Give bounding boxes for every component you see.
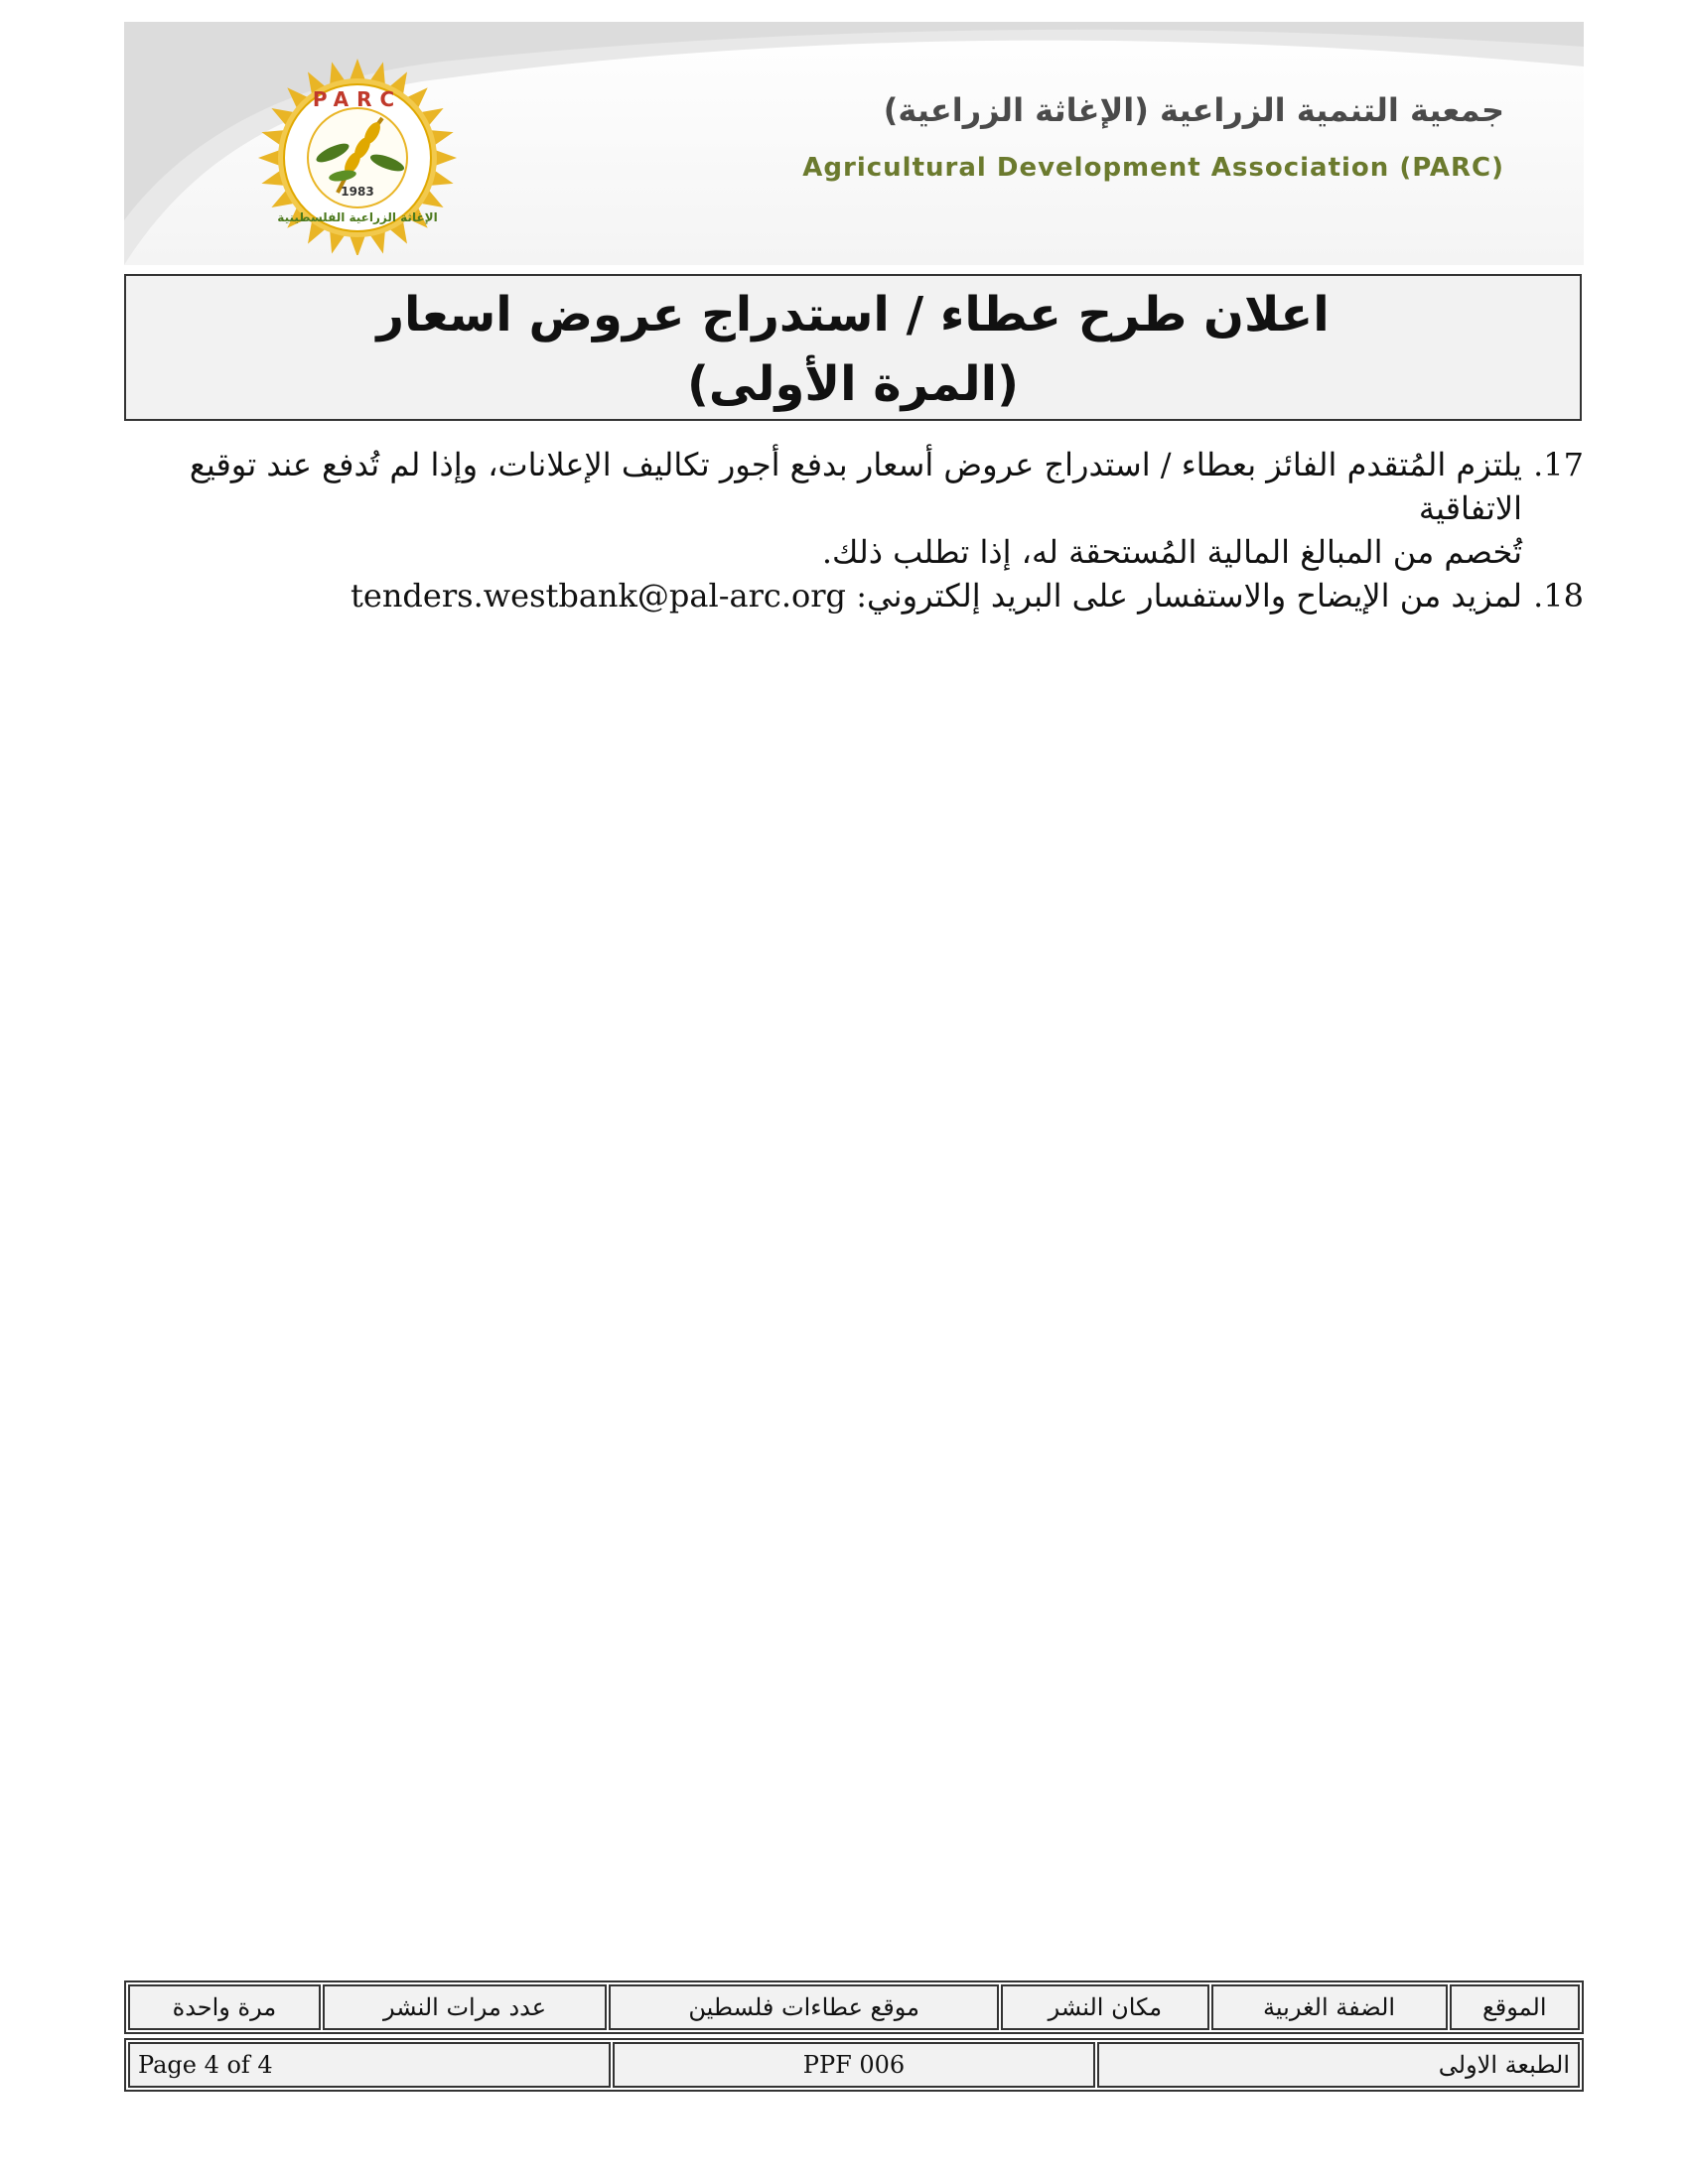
edition-cell: الطبعة الاولى <box>1097 2042 1580 2088</box>
logo-top-text: PARC <box>312 87 403 111</box>
table-row <box>128 1984 1580 2030</box>
table-cell: مرة واحدة <box>128 1984 321 2030</box>
table-cell: الضفة الغربية <box>1211 1984 1448 2030</box>
title-line-2: (المرة الأولى) <box>686 356 1020 412</box>
contact-email-link[interactable]: tenders.westbank@pal-arc.org <box>351 577 847 614</box>
publication-info-table <box>124 1980 1584 2034</box>
logo-bottom-text: الإغاثة الزراعية الفلسطينية <box>277 210 438 224</box>
letterhead <box>124 22 1584 265</box>
org-name-arabic: جمعية التنمية الزراعية (الإغاثة الزراعية) <box>883 91 1504 129</box>
table-row <box>128 2042 1580 2088</box>
announcement-title-box <box>124 274 1582 421</box>
logo-year: 1983 <box>341 185 374 199</box>
table-cell: عدد مرات النشر <box>323 1984 607 2030</box>
document-control-table <box>124 2038 1584 2092</box>
table-cell: موقع عطاءات فلسطين <box>609 1984 999 2030</box>
list-item <box>124 574 1584 617</box>
item-number: 17. <box>1533 446 1584 483</box>
announcement-body <box>124 443 1584 617</box>
item-text: لمزيد من الإيضاح والاستفسار على البريد إلكتروني: <box>856 577 1522 614</box>
document-footer <box>124 1980 1584 2092</box>
list-item <box>124 443 1584 574</box>
item-text-line: يلتزم المُتقدم الفائز بعطاء / استدراج عروض أسعار بدفع أجور تكاليف الإعلانات، وإذا لم تُدفع عند توقيع الاتفاقية <box>189 446 1522 527</box>
title-line-1: اعلان طرح عطاء / استدراج عروض اسعار <box>376 287 1330 342</box>
table-cell: مكان النشر <box>1001 1984 1208 2030</box>
org-name-english: Agricultural Development Association (PARC) <box>802 153 1504 183</box>
table-cell: الموقع <box>1450 1984 1580 2030</box>
item-text-line: تُخصم من المبالغ المالية المُستحقة له، إذا تطلب ذلك. <box>821 533 1522 571</box>
page-number-cell: Page 4 of 4 <box>128 2042 611 2088</box>
item-number: 18. <box>1533 577 1584 614</box>
form-code-cell: PPF 006 <box>613 2042 1095 2088</box>
parc-logo <box>204 57 511 255</box>
